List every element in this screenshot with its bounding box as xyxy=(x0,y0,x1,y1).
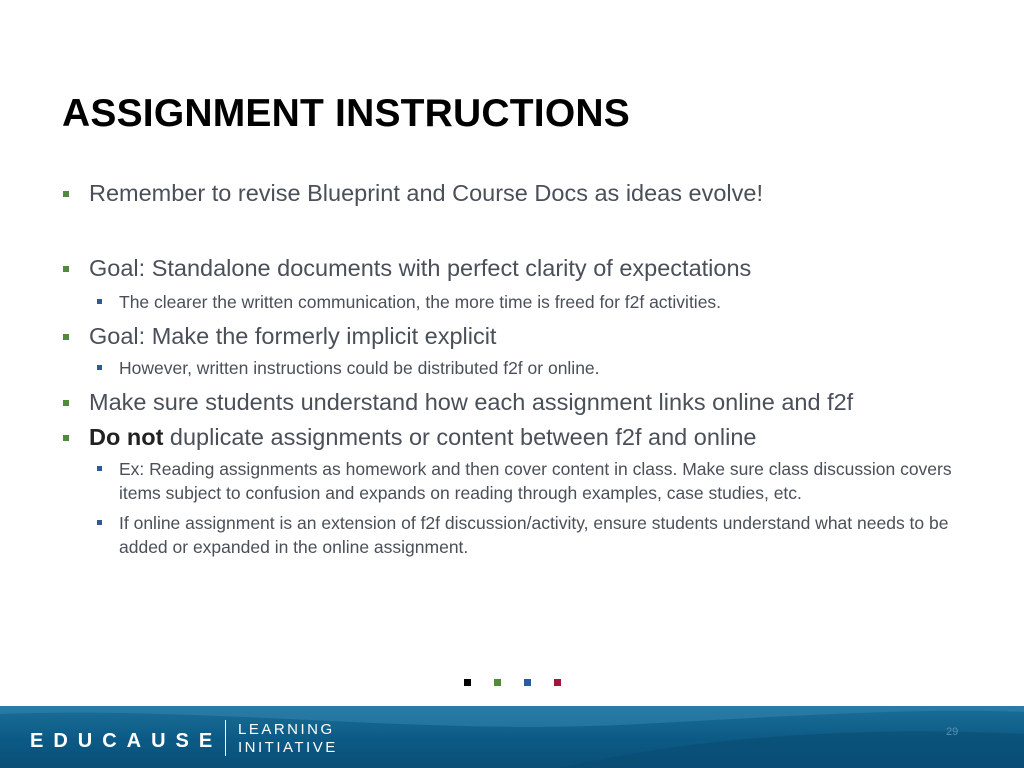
square-bullet-icon xyxy=(63,266,69,272)
logo-divider xyxy=(225,720,226,756)
bold-lead-text: Do not xyxy=(89,424,164,450)
page-number: 29 xyxy=(946,726,959,738)
square-bullet-icon xyxy=(63,334,69,340)
sub-bullet-text: If online assignment is an extension of f2f discussion/activity, ensure students understand what needs to be added or expanded in the online assignment. xyxy=(119,513,949,557)
bullet-text: Goal: Make the formerly implicit explicit xyxy=(89,323,497,349)
black-square-icon xyxy=(464,679,471,686)
bullet-item xyxy=(62,424,982,451)
logo-line-1: LEARNING xyxy=(238,721,335,738)
red-square-icon xyxy=(554,679,561,686)
square-bullet-icon xyxy=(63,435,69,441)
bullet-item xyxy=(62,323,982,350)
square-bullet-icon xyxy=(97,299,102,304)
footer-bar xyxy=(0,706,1024,768)
sub-bullet-text: The clearer the written communication, the more time is freed for f2f activities. xyxy=(119,292,722,312)
bullet-text: Goal: Standalone documents with perfect clarity of expectations xyxy=(89,255,752,281)
educause-logo: EDUCAUSE xyxy=(30,730,223,752)
sub-bullet-item xyxy=(62,457,982,505)
square-bullet-icon xyxy=(97,466,102,471)
bullet-item xyxy=(62,255,982,282)
bullet-item xyxy=(62,389,982,416)
sub-bullet-item xyxy=(62,290,982,314)
bullet-item xyxy=(62,180,982,207)
sub-bullet-item xyxy=(62,356,982,380)
blue-square-icon xyxy=(524,679,531,686)
sub-bullet-text: However, written instructions could be distributed f2f or online. xyxy=(119,358,600,378)
bullet-text: Make sure students understand how each assignment links online and f2f xyxy=(89,389,854,415)
square-bullet-icon xyxy=(97,520,102,525)
square-bullet-icon xyxy=(97,365,102,370)
decorative-dots xyxy=(464,679,564,687)
green-square-icon xyxy=(494,679,501,686)
bullet-list xyxy=(62,178,982,559)
square-bullet-icon xyxy=(63,400,69,406)
square-bullet-icon xyxy=(63,191,69,197)
sub-bullet-text: Ex: Reading assignments as homework and then cover content in class. Make sure class discussion covers items subject to confusion and expands on reading through examples, case studies, etc. xyxy=(119,459,952,503)
learning-initiative-logo xyxy=(238,721,338,757)
sub-bullet-item xyxy=(62,511,982,559)
slide-title: ASSIGNMENT INSTRUCTIONS xyxy=(62,92,630,135)
bullet-text: duplicate assignments or content between f2f and online xyxy=(169,424,757,450)
logo-line-2: INITIATIVE xyxy=(238,739,338,756)
bullet-text: Remember to revise Blueprint and Course Docs as ideas evolve! xyxy=(89,180,763,206)
